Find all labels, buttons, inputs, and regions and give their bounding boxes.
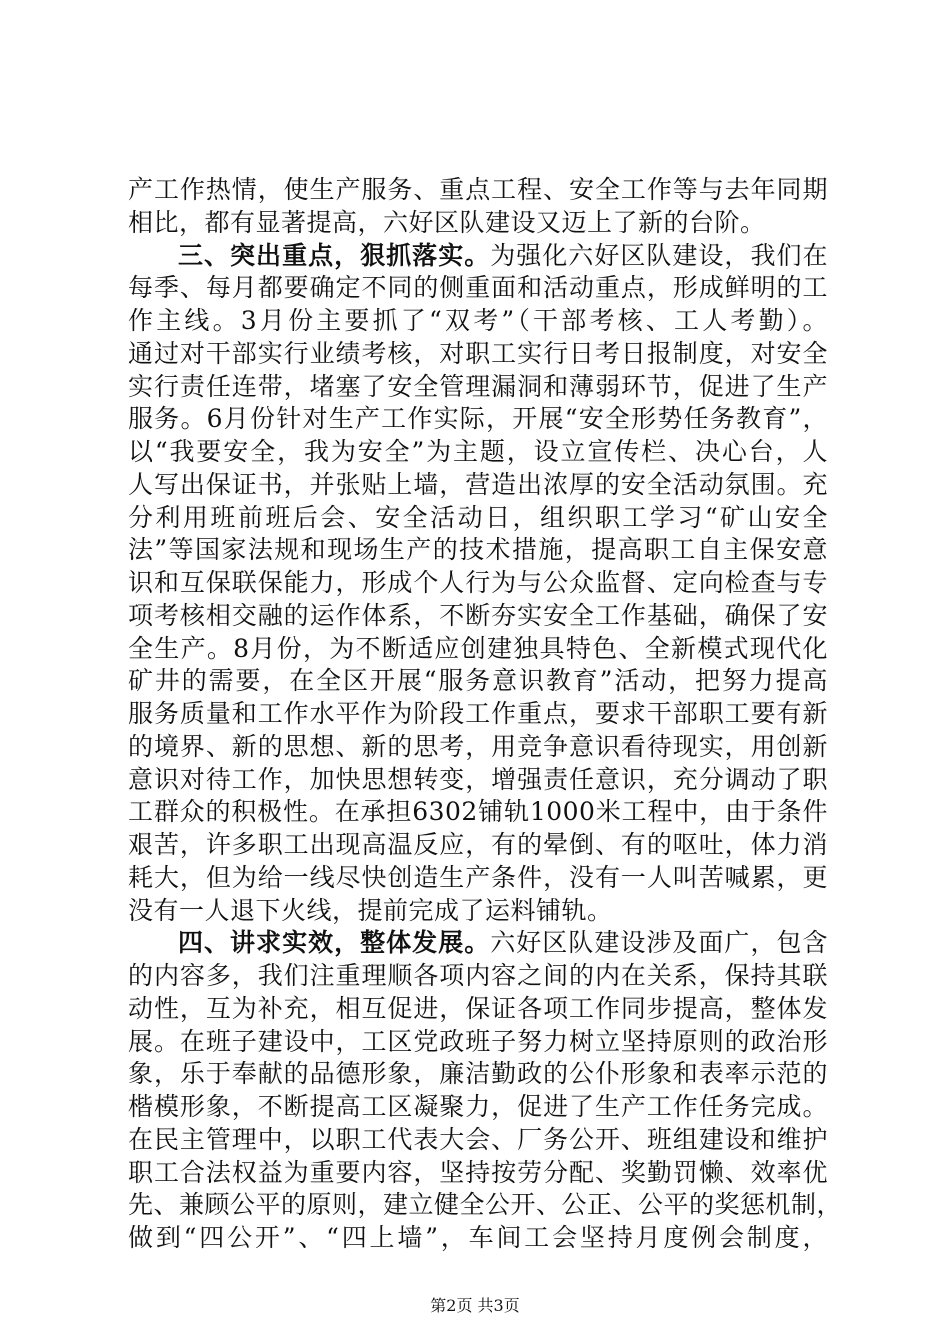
line-text: 识和互保联保能力，形成个人行为与公众监督、定向检查与专 <box>128 568 828 597</box>
line-text: 工群众的积极性。在承担6302铺轨1000米工程中，由于条件 <box>128 797 828 827</box>
text-line <box>128 1026 828 1059</box>
text-line <box>128 796 828 829</box>
line-text: 艰苦，许多职工出现高温反应，有的晕倒、有的呕吐，体力消 <box>128 830 828 859</box>
line-text: 分利用班前班后会、安全活动日，组织职工学习“矿山安全 <box>128 502 828 532</box>
document-body <box>128 174 843 1255</box>
text-line <box>128 1058 828 1091</box>
text-line <box>128 436 828 469</box>
text-line <box>128 534 828 567</box>
text-line <box>128 272 828 305</box>
line-text: 实行责任连带，堵塞了安全管理漏洞和薄弱环节，促进了生产 <box>128 371 828 401</box>
text-line <box>128 502 828 535</box>
text-line <box>128 1189 843 1222</box>
text-line <box>128 600 828 633</box>
text-line <box>128 698 828 731</box>
text-line <box>128 1124 828 1157</box>
line-text: 楷模形象，不断提高工区凝聚力，促进了生产工作任务完成。 <box>128 1092 828 1121</box>
text-line <box>128 1091 828 1124</box>
line-text: 的内容多，我们注重理顺各项内容之间的内在关系，保持其联 <box>128 961 828 990</box>
text-line <box>128 895 828 928</box>
text-line <box>128 633 828 666</box>
section-heading: 四、讲求实效，整体发展。 <box>178 928 491 958</box>
line-text: 相比，都有显著提高，六好区队建设又迈上了新的台阶。 <box>128 207 766 237</box>
line-text: 矿井的需要，在全区开展“服务意识教育”活动，把努力提高 <box>128 666 828 696</box>
line-text: 全生产。8月份，为不断适应创建独具特色、全新模式现代化 <box>128 633 828 663</box>
line-text: 耗大，但为给一线尽快创造生产条件，没有一人叫苦喊累，更 <box>128 862 828 892</box>
line-text: 人写出保证书，并张贴上墙，营造出浓厚的安全活动氛围。充 <box>128 469 828 499</box>
line-text: 通过对干部实行业绩考核，对职工实行日考日报制度，对安全 <box>128 338 828 368</box>
line-text: 以“我要安全，我为安全”为主题，设立宣传栏、决心台，人 <box>128 437 828 466</box>
text-line <box>128 829 828 862</box>
line-text: 没有一人退下火线，提前完成了运料铺轨。 <box>128 895 613 925</box>
section-heading: 三、突出重点，狠抓落实。 <box>178 240 491 270</box>
line-text: 作主线。3月份主要抓了“双考”（干部考核、工人考勤）。 <box>128 306 828 335</box>
line-text: 项考核相交融的运作体系，不断夯实安全工作基础，确保了安 <box>128 600 828 630</box>
line-text: 六好区队建设涉及面广，包含 <box>490 928 828 958</box>
line-text: 做到“四公开”、“四上墙”，车间工会坚持月度例会制度， <box>128 1223 828 1252</box>
line-text: 为强化六好区队建设，我们在 <box>490 240 828 270</box>
text-line <box>128 567 828 600</box>
text-line <box>128 305 828 338</box>
text-line <box>128 403 828 436</box>
text-line <box>128 665 828 698</box>
text-line <box>128 371 828 404</box>
line-text: 职工合法权益为重要内容，坚持按劳分配、奖勤罚懒、效率优 <box>128 1157 828 1187</box>
line-text: 展。在班子建设中，工区党政班子努力树立坚持原则的政治形 <box>128 1026 828 1056</box>
text-line <box>128 960 828 993</box>
line-text: 法”等国家法规和现场生产的技术措施，提高职工自主保安意 <box>128 535 828 565</box>
line-text: 象，乐于奉献的品德形象，廉洁勤政的公仆形象和表率示范的 <box>128 1059 828 1089</box>
line-text: 先、兼顾公平的原则，建立健全公开、公正、公平的奖惩机制， <box>128 1190 843 1220</box>
line-text: 动性，互为补充，相互促进，保证各项工作同步提高，整体发 <box>128 993 828 1023</box>
line-text: 意识对待工作，加快思想转变，增强责任意识，充分调动了职 <box>128 764 828 794</box>
text-line <box>128 993 828 1026</box>
line-text: 产工作热情，使生产服务、重点工程、安全工作等与去年同期 <box>128 175 828 204</box>
line-text: 服务。6月份针对生产工作实际，开展“安全形势任务教育”， <box>128 404 828 434</box>
text-line <box>128 469 828 502</box>
text-line <box>128 1157 828 1190</box>
section-heading-line <box>128 927 828 960</box>
text-line <box>128 1222 828 1255</box>
text-line <box>128 338 828 371</box>
text-line <box>128 862 828 895</box>
section-heading-line <box>128 240 828 273</box>
text-line <box>128 731 828 764</box>
text-line <box>128 207 828 240</box>
text-line <box>128 174 828 207</box>
page-footer: 第2页 共3页 <box>430 1296 520 1315</box>
text-line <box>128 764 828 797</box>
line-text: 每季、每月都要确定不同的侧重面和活动重点，形成鲜明的工 <box>128 273 828 303</box>
line-text: 在民主管理中，以职工代表大会、厂务公开、班组建设和维护 <box>128 1124 828 1154</box>
line-text: 服务质量和工作水平作为阶段工作重点，要求干部职工要有新 <box>128 699 828 728</box>
line-text: 的境界、新的思想、新的思考，用竞争意识看待现实，用创新 <box>128 731 828 761</box>
